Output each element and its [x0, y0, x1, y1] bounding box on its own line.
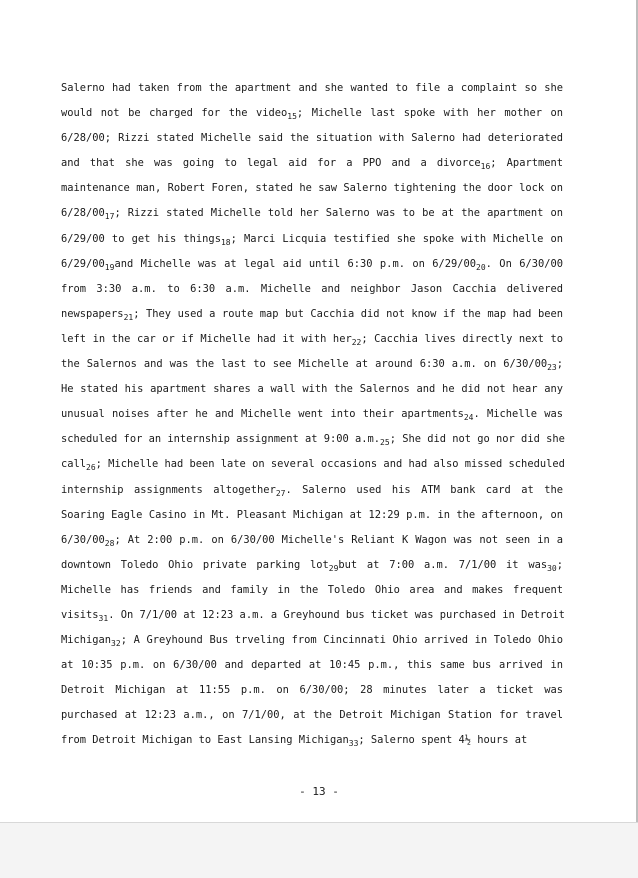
- text-line: [61, 377, 563, 402]
- page-number: - 13 -: [299, 785, 339, 798]
- text-segment: 6/29/00: [61, 257, 105, 270]
- text-segment: ; Rizzi stated Michelle told her Salerno was to be at the apartment on: [114, 207, 563, 220]
- text-segment: He stated his apartment shares a wall with the Salernos and he did not hear any: [61, 383, 563, 396]
- text-line: [61, 201, 563, 226]
- text-line: [61, 101, 563, 126]
- footnote-marker: 18: [220, 237, 231, 247]
- text-line: [61, 176, 563, 201]
- text-segment: internship assignments altogether: [61, 483, 276, 496]
- text-segment: ; Apartment: [490, 157, 563, 170]
- text-segment: ; Salerno spent 4½ hours at: [358, 734, 528, 747]
- text-segment: ;: [556, 358, 563, 371]
- text-segment: from Detroit Michigan to East Lansing Michigan: [61, 734, 349, 747]
- footnote-marker: 25: [380, 438, 390, 448]
- text-line: [61, 227, 563, 252]
- footnote-marker: 30: [547, 563, 557, 573]
- text-segment: Michigan: [61, 634, 112, 647]
- scan-margin: [0, 822, 638, 878]
- text-line: [61, 76, 563, 101]
- text-segment: and Michelle was at legal aid until 6:30 p.m. on 6/29/00: [114, 257, 477, 270]
- footnote-marker: 24: [463, 413, 474, 423]
- text-segment: . On 7/1/00 at 12:23 a.m. a Greyhound bus ticket was purchased in Detroit: [108, 608, 565, 621]
- text-segment: 6/30/00: [61, 533, 105, 546]
- text-segment: at 10:35 p.m. on 6/30/00 and departed at 10:45 p.m., this same bus arrived in: [61, 659, 563, 672]
- body-text: [61, 76, 563, 754]
- text-segment: ; At 2:00 p.m. on 6/30/00 Michelle's Reliant K Wagon was not seen in a: [114, 533, 563, 546]
- text-segment: and that she was going to legal aid for a PPO and a divorce: [61, 157, 481, 170]
- text-segment: ; Michelle had been late on several occasions and had also missed scheduled: [95, 458, 565, 471]
- text-line: [61, 151, 563, 176]
- text-segment: from 3:30 a.m. to 6:30 a.m. Michelle and neighbor Jason Cacchia delivered: [61, 282, 563, 295]
- text-line: [61, 277, 563, 302]
- text-line: [61, 528, 563, 553]
- text-segment: Detroit Michigan at 11:55 p.m. on 6/30/00; 28 minutes later a ticket was: [61, 684, 563, 697]
- footnote-marker: 28: [104, 538, 115, 548]
- footnote-marker: 29: [328, 563, 339, 573]
- footnote-marker: 15: [287, 112, 297, 122]
- text-segment: Salerno had taken from the apartment and she wanted to file a complaint so she: [61, 82, 563, 94]
- text-line: [61, 578, 563, 603]
- text-segment: call: [61, 458, 87, 471]
- text-segment: Michelle has friends and family in the Toledo Ohio area and makes frequent: [61, 583, 563, 596]
- footnote-marker: 22: [351, 337, 362, 347]
- text-segment: unusual noises after he and Michelle went into their apartments: [61, 408, 464, 421]
- text-segment: ;: [556, 558, 563, 571]
- text-segment: 6/28/00: [61, 207, 105, 220]
- footnote-marker: 31: [98, 613, 109, 623]
- text-segment: the Salernos and was the last to see Michelle at around 6:30 a.m. on 6/30/00: [61, 358, 548, 371]
- text-segment: . Salerno used his ATM bank card at the: [285, 483, 563, 496]
- footnote-marker: 27: [275, 488, 286, 498]
- text-segment: ; A Greyhound Bus trveling from Cincinnati Ohio arrived in Toledo Ohio: [120, 634, 563, 647]
- text-segment: ; She did not go nor did she: [389, 433, 565, 446]
- text-segment: maintenance man, Robert Foren, stated he saw Salerno tightening the door lock on: [61, 182, 563, 195]
- text-line: [61, 678, 563, 703]
- text-line: [61, 126, 563, 151]
- footnote-marker: 26: [86, 463, 96, 473]
- text-line: [61, 553, 563, 578]
- text-line: [61, 302, 563, 327]
- text-segment: . Michelle was: [473, 408, 563, 421]
- text-line: [61, 327, 563, 352]
- text-line: [61, 478, 563, 503]
- text-line: [61, 728, 563, 753]
- text-segment: . On 6/30/00: [485, 257, 563, 270]
- text-segment: ; Cacchia lives directly next to: [361, 332, 563, 345]
- text-segment: Soaring Eagle Casino in Mt. Pleasant Michigan at 12:29 p.m. in the afternoon, on: [61, 508, 563, 521]
- text-line: [61, 603, 563, 628]
- text-segment: scheduled for an internship assignment at 9:00 a.m.: [61, 433, 381, 446]
- text-segment: ; They used a route map but Cacchia did not know if the map had been: [133, 307, 563, 320]
- text-segment: newspapers: [61, 307, 124, 320]
- text-line: [61, 427, 563, 452]
- text-segment: downtown Toledo Ohio private parking lot: [61, 558, 329, 571]
- footnote-marker: 19: [104, 262, 115, 272]
- text-line: [61, 703, 563, 728]
- footnote-marker: 32: [111, 639, 121, 649]
- text-segment: 6/29/00 to get his things: [61, 232, 221, 245]
- footnote-marker: 17: [104, 212, 115, 222]
- text-segment: would not be charged for the video: [61, 107, 288, 120]
- text-segment: ; Michelle last spoke with her mother on: [296, 107, 563, 120]
- footnote-marker: 20: [476, 262, 486, 272]
- text-line: [61, 252, 563, 277]
- text-segment: ; Marci Licquia testified she spoke with Michelle on: [230, 232, 563, 245]
- footnote-marker: 21: [123, 312, 134, 322]
- footnote-marker: 16: [480, 162, 491, 172]
- text-segment: left in the car or if Michelle had it with her: [61, 332, 352, 345]
- text-line: [61, 452, 563, 477]
- text-line: [61, 653, 563, 678]
- footnote-marker: 23: [547, 363, 557, 373]
- text-line: [61, 628, 563, 653]
- text-segment: 6/28/00; Rizzi stated Michelle said the situation with Salerno had deteriorated: [61, 132, 563, 145]
- text-line: [61, 352, 563, 377]
- text-segment: but at 7:00 a.m. 7/1/00 it was: [338, 558, 548, 571]
- text-line: [61, 503, 563, 528]
- text-segment: visits: [61, 608, 99, 621]
- text-line: [61, 402, 563, 427]
- text-segment: purchased at 12:23 a.m., on 7/1/00, at the Detroit Michigan Station for travel: [61, 709, 563, 722]
- footnote-marker: 33: [348, 739, 359, 749]
